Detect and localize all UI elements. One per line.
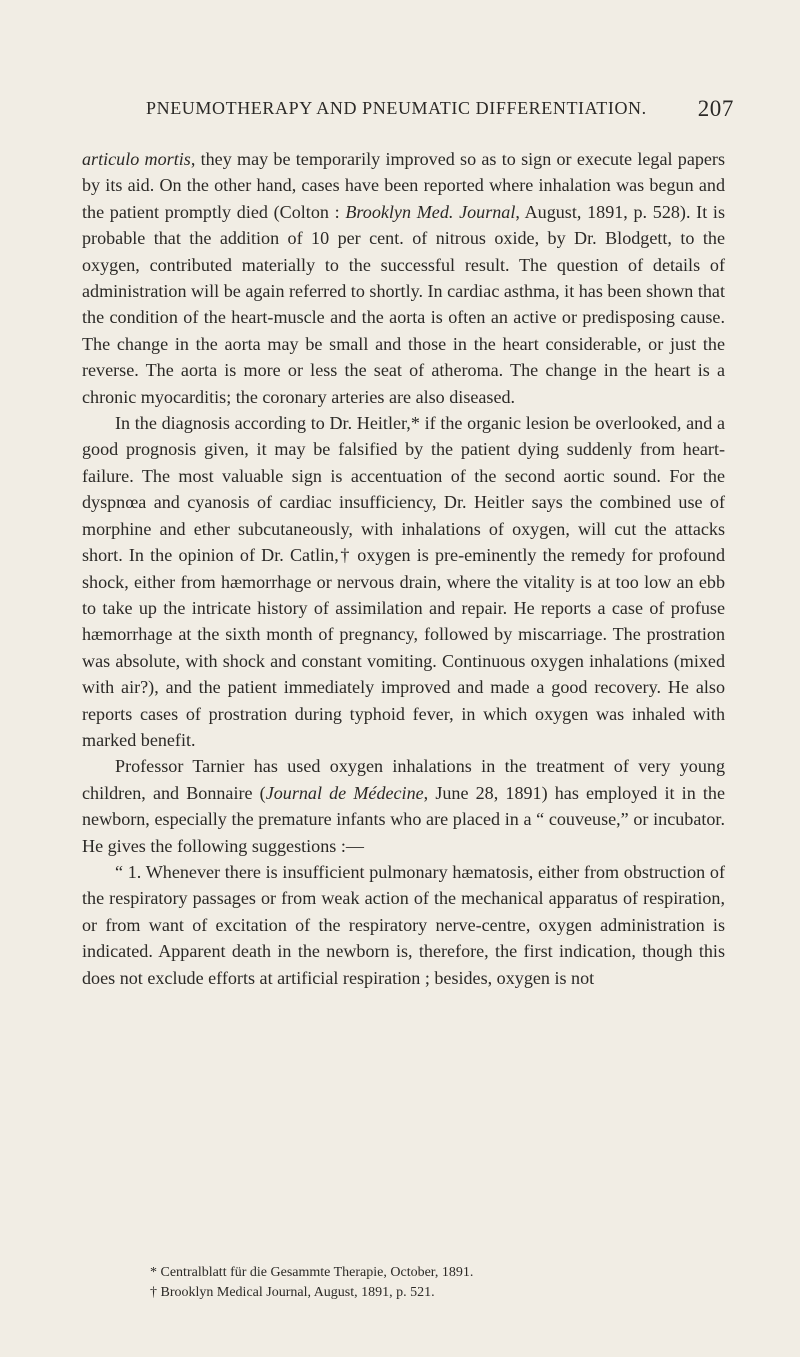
paragraph-4: “ 1. Whenever there is insufficient pulmonary hæmatosis, either from obstruction of the respiratory passages or from weak action of the mechanical apparatus of respiration, or from want of excitation of the respiratory nerve-centre, oxygen administration is indicated. Apparent death in the newborn is, therefore, the first indication, though this does not exclude efforts at artificial respiration ; besides, oxygen is not: [82, 861, 725, 988]
footnote-2: † Brooklyn Medical Journal, August, 1891, p. 521.: [150, 1285, 435, 1300]
paragraph-2: In the diagnosis according to Dr. Heitler,* if the organic lesion be overlooked, and a good prognosis given, it may be falsified by the patient dying suddenly from heart-failure. The most valuable sign is accentuation of the second aortic sound. For the dyspnœa and cyanosis of cardiac insufficiency, Dr. Heitler says the combined use of morphine and ether subcutaneously, with inhalations of oxygen, will cut the attacks short. In the opinion of Dr. Catlin,† oxygen is pre-eminently the remedy for profound shock, either from hæmorrhage or nervous drain, where the vitality is at too low an ebb to take up the intricate history of assimilation and repair. He reports a case of profuse hæmorrhage at the sixth month of pregnancy, followed by miscarriage. The prostration was absolute, with shock and constant vomiting. Continuous oxygen inhalations (mixed with air?), and the patient immediately improved and made a good recovery. He also reports cases of prostration during typhoid fever, in which oxygen was inhaled with marked benefit.: [82, 413, 725, 750]
running-title: PNEUMOTHERAPY AND PNEUMATIC DIFFERENTIATION.: [146, 98, 647, 118]
paragraph-3: [82, 753, 725, 859]
paragraph-1-text-a: , they may be temporarily improved so as to sign or execute legal papers by its aid. On the other hand, cases have been reported where inhalation was begun and the patient promptly died (Colton :: [82, 149, 725, 222]
footnote-1: * Centralblatt für die Gesammte Therapie, October, 1891.: [150, 1265, 474, 1280]
latin-phrase: articulo mortis: [82, 149, 191, 169]
journal-citation-2: Journal de Médecine: [265, 782, 424, 803]
footnotes: [150, 1263, 750, 1303]
page-number: 207: [697, 96, 734, 121]
paragraph-1-text-b: , August, 1891, p. 528). It is probable that the addition of 10 per cent. of nitrous oxide, by Dr. Blodgett, to the oxygen, contributed materially to the successful result. The question of details of administration will be again referred to shortly. In cardiac asthma, it has been shown that the condition of the heart-muscle and the aorta is often an active or predisposing cause. The change in the aorta may be small and those in the heart considerable, or just the reverse. The aorta is more or less the seat of atheroma. The change in the heart is a chronic myocarditis; the coronary arteries are also diseased.: [82, 201, 725, 407]
journal-citation: Brooklyn Med. Journal: [345, 201, 516, 222]
paragraph-1: [82, 146, 725, 410]
paragraph-3-text-b: , June 28, 1891) has employed it in the newborn, especially the premature infants who are placed in a “ couveuse,” or incubator. He gives the following suggestions :—: [82, 782, 725, 856]
body-text: [82, 146, 725, 991]
paragraph-3-text-a: Professor Tarnier has used oxygen inhalations in the treatment of very young children, and Bonnaire (: [82, 756, 725, 803]
